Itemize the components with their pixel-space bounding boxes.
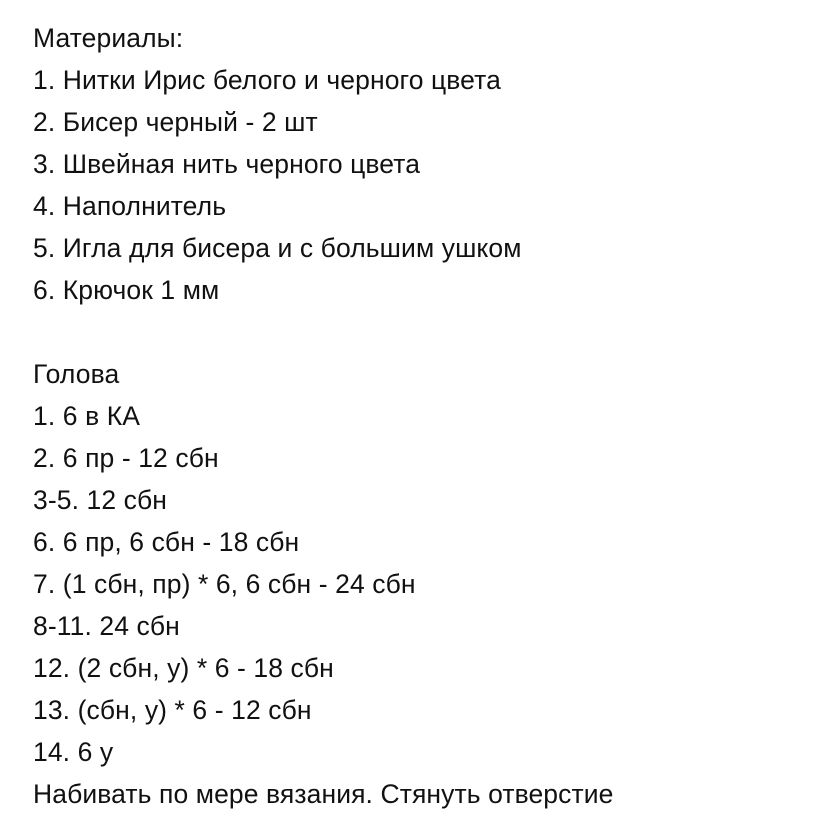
pattern-row: 1. 6 в КА [33, 401, 141, 431]
material-item: 3. Швейная нить черного цвета [33, 149, 421, 179]
pattern-row: 7. (1 сбн, пр) * 6, 6 сбн - 24 сбн [33, 569, 416, 599]
pattern-row: 14. 6 у [33, 737, 114, 767]
material-item: 6. Крючок 1 мм [33, 275, 220, 305]
pattern-row: 2. 6 пр - 12 сбн [33, 443, 219, 473]
document-page [33, 17, 813, 815]
material-item: 2. Бисер черный - 2 шт [33, 107, 318, 137]
material-item: 4. Наполнитель [33, 191, 227, 221]
pattern-row: 3-5. 12 сбн [33, 485, 168, 515]
material-item: 5. Игла для бисера и с большим ушком [33, 233, 522, 263]
material-item: 1. Нитки Ирис белого и черного цвета [33, 65, 501, 95]
pattern-row: 12. (2 сбн, у) * 6 - 18 сбн [33, 653, 334, 683]
materials-heading: Материалы: [33, 23, 184, 53]
section-spacer [33, 311, 813, 353]
pattern-row: 13. (сбн, у) * 6 - 12 сбн [33, 695, 312, 725]
pattern-row: 6. 6 пр, 6 сбн - 18 сбн [33, 527, 300, 557]
head-section [33, 353, 813, 815]
head-note: Набивать по мере вязания. Стянуть отверстие [33, 779, 614, 809]
materials-section [33, 17, 813, 311]
pattern-row: 8-11. 24 сбн [33, 611, 180, 641]
head-heading: Голова [33, 359, 120, 389]
